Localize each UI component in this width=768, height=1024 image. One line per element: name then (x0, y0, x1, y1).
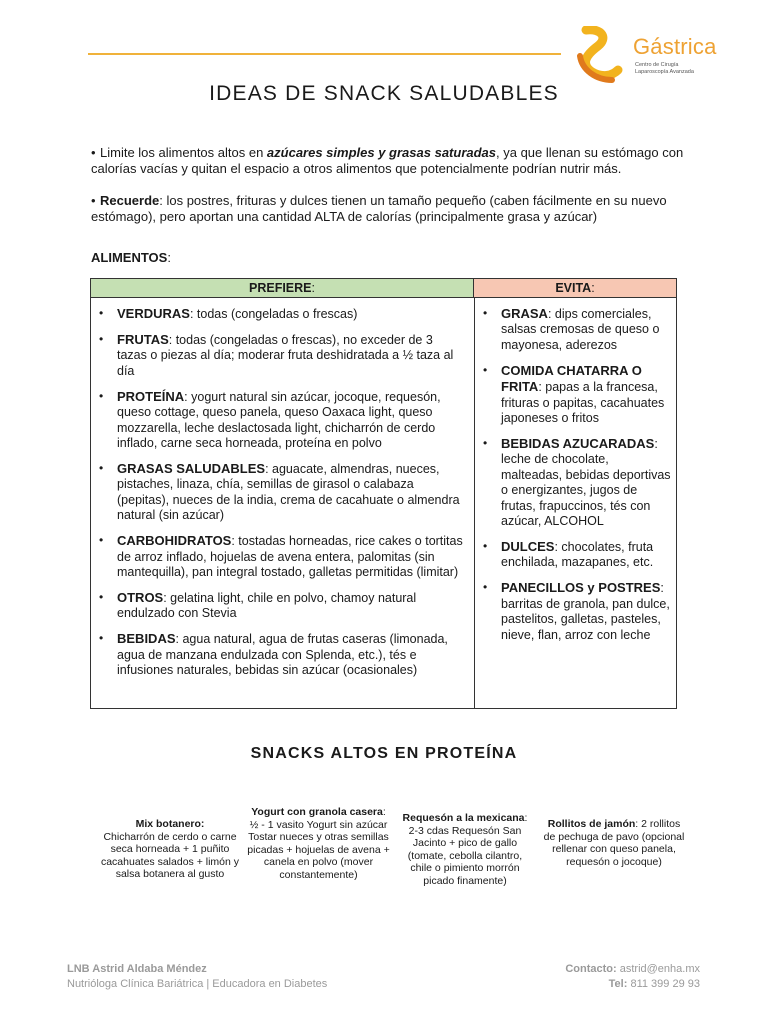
food-category: BEBIDAS AZUCARADAS (501, 436, 655, 452)
food-item (99, 306, 463, 322)
footer-contact (565, 962, 700, 992)
intro-bullet-1 (91, 145, 691, 177)
food-description: : aguacate, almendras, nueces, pistaches, linaza, chía, semillas de girasol o calabaza (pepitas), nueces de la india, crema de cacahuate o almendra natural (sin azúcar) (117, 462, 460, 523)
food-item (483, 436, 673, 529)
food-item (99, 631, 463, 678)
footer-role: Nutrióloga Clínica Bariátrica | Educadora en Diabetes (67, 978, 328, 990)
food-category: DULCES (501, 539, 555, 555)
contact-label: Contacto: (565, 963, 617, 975)
snack-card (96, 818, 244, 881)
brand-subtitle (635, 62, 745, 76)
bullet-dot: • (483, 306, 488, 320)
protein-section-title: SNACKS ALTOS EN PROTEÍNA (250, 745, 518, 762)
food-table (90, 278, 677, 709)
food-description: : barritas de granola, pan dulce, pastelitos, galletas, pasteles, nieve, flan, arroz con leche (501, 581, 670, 642)
food-description: : tostadas horneadas, rice cakes o tortitas de arroz inflado, hojuelas de avena entera, palomitas (sin mantequilla), pan integral tostado, galletas permitidas (limitar) (117, 534, 463, 580)
food-description: : chocolates, fruta enchilada, mazapanes, etc. (501, 540, 654, 570)
intro-bullet-1-pre: Limite los alimentos altos en (100, 145, 267, 160)
prefer-column (99, 306, 463, 688)
bullet-dot: • (91, 145, 96, 160)
bullet-dot: • (483, 539, 488, 554)
food-item (99, 533, 463, 580)
food-description: : todas (congeladas o frescas), no exceder de 3 tazas o piezas al día; moderar fruta deshidratada a ½ taza al día (117, 333, 454, 378)
intro-bullet-1-post: , ya que llenan su estómago con calorías vacías y quitan el espacio a otros alimentos que potencialmente podrían nutrir más. (91, 145, 684, 176)
bullet-dot: • (99, 306, 104, 320)
food-category: FRUTAS (117, 332, 169, 347)
food-description: : agua natural, agua de frutas caseras (limonada, agua de manzana endulzada con Splenda, etc.), tés e infusiones naturales, bebidas sin azúcar (ocasionales) (117, 632, 448, 678)
food-category: GRASA (501, 306, 548, 321)
snack-name: Rollitos de jamón (547, 818, 636, 830)
bullet-dot: • (91, 193, 96, 208)
bullet-dot: • (99, 332, 104, 346)
snack-card (246, 806, 391, 882)
bullet-dot: • (99, 631, 104, 646)
food-description: : dips comerciales, salsas cremosas de queso o mayonesa, aderezos (501, 307, 660, 352)
intro-bullet-1-highlight: azúcares simples y grasas saturadas (266, 145, 497, 160)
header-rule (88, 53, 561, 55)
food-category: OTROS (117, 590, 164, 606)
food-description: : yogurt natural sin azúcar, jocoque, requesón, queso cottage, queso panela, queso Oaxaca light, queso mozzarella, leche deslactosada light, chicharrón de cerdo inflado, carne seca horneada, proteína en polvo (117, 389, 441, 451)
food-description: : gelatina light, chile en polvo, chamoy natural endulzado con Stevia (117, 591, 417, 621)
footer-author (67, 962, 327, 992)
food-category: COMIDA CHATARRA O FRITA (501, 362, 642, 395)
avoid-header: EVITA: (474, 279, 676, 298)
bullet-dot: • (483, 580, 488, 595)
avoid-header-text: EVITA (555, 281, 592, 295)
food-category: VERDURAS (117, 306, 190, 321)
bullet-dot: • (99, 461, 104, 476)
food-category: CARBOHIDRATOS (117, 533, 232, 549)
brand-subtitle-line2: Laparoscopía Avanzada (635, 69, 694, 75)
food-item (99, 389, 463, 452)
footer-name: LNB Astrid Aldaba Méndez (67, 963, 207, 975)
bullet-dot: • (483, 362, 488, 377)
bullet-dot: • (99, 388, 104, 403)
tel-label: Tel: (608, 978, 628, 990)
snack-name: Requesón a la mexicana (402, 812, 525, 824)
food-item (483, 580, 673, 643)
intro-bullet-2-highlight: Recuerde (100, 193, 160, 208)
snack-card (398, 812, 532, 888)
prefer-header: PREFIERE: (91, 279, 474, 298)
food-item (99, 590, 463, 622)
food-description: : papas a la francesa, frituras o papitas, cacahuates japoneses o fritos (501, 380, 665, 426)
snack-text: : ½ - 1 vasito Yogurt sin azúcar Tostar nueces y otras semillas picadas + hojuelas de avena + canela en polvo (mover constantemente) (247, 806, 390, 881)
prefer-header-text: PREFIERE (249, 281, 312, 295)
brand-subtitle-line1: Centro de Cirugía (635, 62, 679, 68)
food-category: PROTEÍNA (117, 388, 185, 404)
snack-card (541, 818, 687, 868)
snack-name: Mix botanero: (135, 818, 205, 830)
page-title: IDEAS DE SNACK SALUDABLES (209, 82, 559, 105)
food-description: : leche de chocolate, malteadas, bebidas deportivas o energizantes, jugos de frutas, frapuccinos, tés con azúcar, ALCOHOL (501, 437, 671, 529)
table-divider (474, 298, 475, 708)
foods-label-text: ALIMENTOS (91, 250, 168, 265)
food-item (483, 306, 673, 353)
food-category: BEBIDAS (117, 631, 176, 647)
avoid-column (483, 306, 673, 653)
food-item (99, 332, 463, 379)
bullet-dot: • (483, 436, 488, 451)
gastrica-logo-mark-icon (572, 26, 628, 86)
snack-name: Yogurt con granola casera (251, 806, 383, 818)
contact-email[interactable]: astrid@enha.mx (619, 963, 700, 975)
foods-label: ALIMENTOS: (91, 250, 171, 265)
food-item (483, 539, 673, 571)
food-category: GRASAS SALUDABLES (117, 461, 266, 477)
bullet-dot: • (99, 590, 104, 605)
tel-number[interactable]: 811 399 29 93 (630, 978, 700, 990)
snack-text: : 2-3 cdas Requesón San Jacinto + pico de gallo (tomate, cebolla cilantro, chile o pimiento morrón picado finamente) (407, 812, 528, 887)
intro-bullet-2 (91, 193, 691, 225)
brand-name: Gástrica (633, 34, 717, 59)
food-description: : todas (congeladas o frescas) (189, 307, 358, 321)
food-item (483, 363, 673, 427)
snack-text: : 2 rollitos de pechuga de pavo (opcional rellenar con queso panela, requesón o jocoque) (543, 818, 685, 868)
food-category: PANECILLOS y POSTRES (501, 580, 661, 596)
food-item (99, 461, 463, 524)
snack-text: Chicharrón de cerdo o carne seca horneada + 1 puñito cacahuates salados + limón y salsa botanera al gusto (100, 830, 240, 881)
bullet-dot: • (99, 533, 104, 548)
intro-bullet-2-post: : los postres, frituras y dulces tienen un tamaño pequeño (caben fácilmente en su nuevo estómago), pero aportan una cantidad ALTA de calorías (principalmente grasa y azúcar) (91, 193, 667, 224)
brand-logo (572, 26, 752, 86)
